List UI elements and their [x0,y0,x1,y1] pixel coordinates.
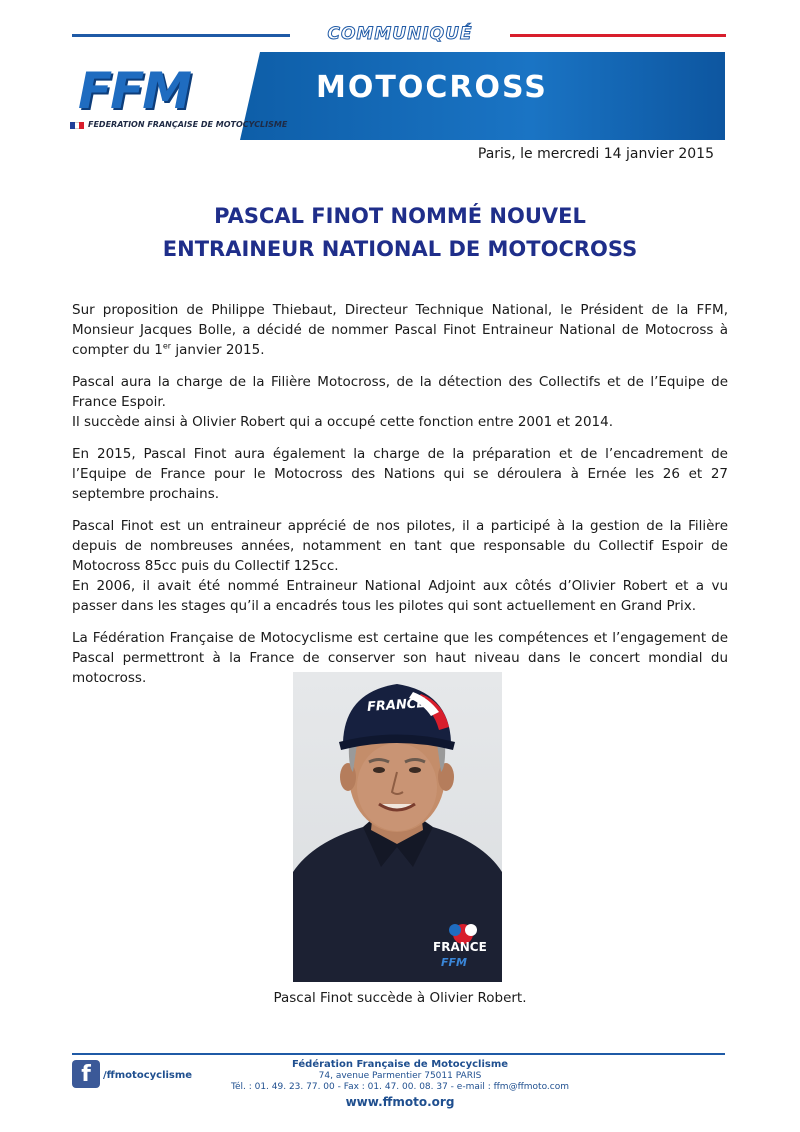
paragraph-3: En 2015, Pascal Finot aura également la charge de la préparation et de l’encadrement de l’Equipe de France pour le Motocross des Nations qui se déroulera à Ernée les 26 et 27 septembre prochains. [72,446,728,502]
facebook-handle-link[interactable]: /ffmotocyclisme [103,1070,193,1081]
ffm-logo: FFM [78,62,191,120]
paragraph-4: Pascal Finot est un entraineur apprécié de nos pilotes, il a participé à la gestion de la Filière depuis de nombreuses années, notamment en tant que responsable du Collectif Espoir de Motocross 85cc puis du Collectif 125cc. [72,518,728,574]
header-rule-left [72,34,290,37]
paragraph-1: Sur proposition de Philippe Thiebaut, Directeur Technique National, le Président de la FFM, Monsieur Jacques Bolle, a décidé de nommer Pascal Finot Entraineur National de Motocross à compter du 1er janvier 2015. [72,302,728,358]
footer-rule [72,1053,725,1055]
photo-caption: Pascal Finot succède à Olivier Robert. [273,990,527,1006]
paragraph-4b: En 2006, il avait été nommé Entraineur National Adjoint aux côtés d’Olivier Robert et a vu passer dans les stages qu’il a encadrés tous les pilotes qui sont actuellement en Grand Prix. [72,578,728,614]
ordinal-superscript: er [162,341,172,351]
banner-title: MOTOCROSS [316,70,548,105]
shirt-ffm-logo: FFM [441,956,467,969]
footer-contact: Tél. : 01. 49. 23. 77. 00 - Fax : 01. 47. 00. 08. 37 - e-mail : ffm@ffmoto.com [230,1082,570,1092]
communique-label: COMMUNIQUÉ [327,24,473,44]
portrait-photo [293,672,502,982]
cap-text: FRANCE [366,695,426,716]
headline-line-1: PASCAL FINOT NOMMÉ NOUVEL [214,204,586,228]
paragraph-2: Pascal aura la charge de la Filière Motocross, de la détection des Collectifs et de l’Equipe de France Espoir. [72,374,728,410]
press-release-date: Paris, le mercredi 14 janvier 2015 [477,146,714,162]
paragraph-2b: Il succède ainsi à Olivier Robert qui a occupé cette fonction entre 2001 et 2014. [72,414,614,430]
paragraph-5: La Fédération Française de Motocyclisme est certaine que les compétences et l’engagement de Pascal permettront à la France de conserver son haut niveau dans le concert mondial du motocross. [72,630,728,686]
facebook-icon[interactable]: f [72,1060,100,1088]
french-flag-icon [70,122,84,129]
website-link[interactable]: www.ffmoto.org [345,1095,455,1109]
headline-line-2: ENTRAINEUR NATIONAL DE MOTOCROSS [162,237,638,261]
shirt-text: FRANCE [433,940,487,954]
article-body [72,300,728,700]
header-rule-right [510,34,726,37]
footer-organization: Fédération Française de Motocyclisme [291,1059,509,1070]
footer-address: 74, avenue Parmentier 75011 PARIS [318,1071,482,1081]
ffm-logo-subtitle: FEDERATION FRANÇAISE DE MOTOCYCLISME [88,120,288,129]
